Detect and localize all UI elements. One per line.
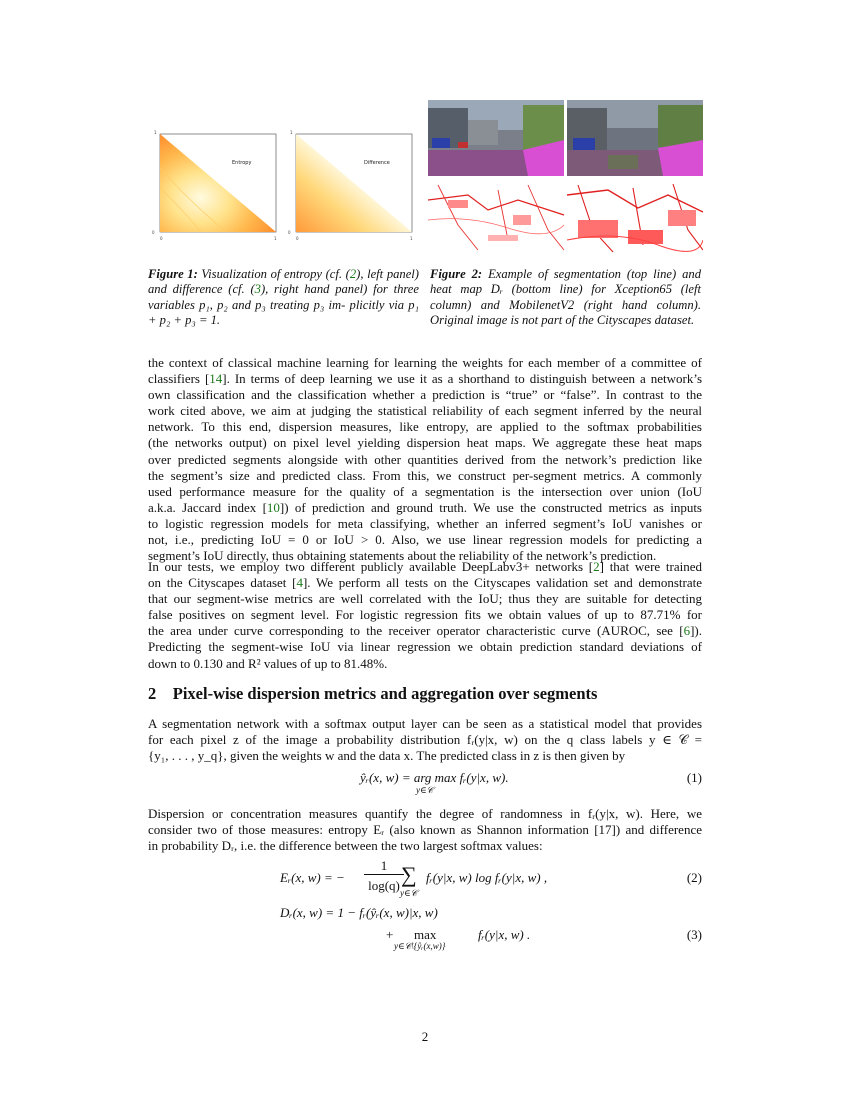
text-line: Predicting the segment-wise IoU via linear regression we obtain prediction standard deviations of (148, 639, 702, 655)
citation-link[interactable]: 4 (296, 575, 303, 591)
section-heading (148, 684, 708, 704)
section-title: Pixel-wise dispersion metrics and aggregation over segments (172, 684, 598, 703)
text-line: A segmentation network with a softmax output layer can be seen as a statistical model that provides (148, 716, 702, 731)
text-line: Dispersion or concentration measures quantify the degree of randomness in fᵣ(y|x, w). Here, we (148, 806, 702, 821)
difference-label: Difference (364, 160, 390, 166)
text-line: {y₁, . . . , y_q}, given the weights w and the data x. The predicted class in z is then given by (148, 748, 626, 764)
text-line: on the Cityscapes dataset [4]. We perform all tests on the Cityscapes validation set and demonstrate (148, 575, 702, 591)
text-line: the context of classical machine learning for learning the weights for each member of a committee of (148, 355, 702, 370)
segmentation-mobilenet (567, 100, 703, 176)
figure-2-caption: Figure 2: Example of segmentation (top line) and heat map Dᵣ (bottom line) for Xception65 (left column) and MobilenetV2 (right hand column). Original image is not part of the Cityscapes dataset. (430, 267, 701, 327)
paragraph-tests (148, 559, 702, 672)
text-line: classifiers [14]. In terms of deep learning we use it as a shorthand to distinguish between a network’s (148, 371, 703, 387)
segmentation-xception (428, 100, 564, 176)
text-line: consider two of those measures: entropy Eᵣ (also known as Shannon information [17]) and difference (148, 822, 702, 838)
svg-text:0: 0 (160, 236, 163, 241)
text-line: work cited above, we aim at judging the statistical reliability of each segment inferred by the neural (148, 403, 702, 419)
citation-link[interactable]: 2 (593, 559, 600, 574)
text-line: In our tests, we employ two different publicly available DeepLabv3+ networks [2] that were trained (148, 559, 702, 574)
text-line: (the networks output) on pixel level yielding dispersion heat maps. We aggregate these heat maps (148, 435, 702, 451)
text-line: for each pixel z of the image a probability distribution fᵣ(y|x, w) on the q class labels y ∈ 𝒞 = (148, 732, 702, 748)
svg-text:0: 0 (152, 230, 155, 235)
text-line: the segment’s size and predicted class. From this, we construct per-segment metrics. A commonly (148, 467, 702, 483)
text-line: the area under curve corresponding to the receiver operator characteristic curve (AUROC, see [6]). (148, 623, 702, 639)
figure-2-images (428, 100, 703, 256)
citation-link[interactable]: 6 (683, 623, 691, 639)
figure-2 (428, 100, 703, 256)
heatmap-xception (428, 179, 564, 256)
paragraph-dispersion (148, 806, 702, 854)
figure-1-plots (146, 128, 422, 253)
text-line: a.k.a. Jaccard index [10]) of prediction and ground truth. We use the constructed metrics as inputs (148, 499, 702, 515)
citation-link[interactable]: 10 (266, 499, 280, 515)
citation-link[interactable]: 14 (209, 371, 223, 387)
text-line: segment’s IoU directly, thus obtaining statements about the reliability of the network’s prediction. (148, 548, 657, 564)
svg-text:0: 0 (296, 236, 299, 241)
svg-text:1: 1 (154, 130, 157, 135)
equation-link[interactable]: 2 (349, 267, 357, 281)
figure-1 (146, 128, 422, 253)
page-number: 2 (421, 1029, 429, 1044)
difference-panel (288, 130, 413, 241)
text-line: used performance measure for the quality of a segmentation is the intersection over union (IoU (148, 483, 702, 499)
text-line: that our segment-wise metrics are well correlated with the IoU; thus they are suitable for detecting (148, 591, 702, 607)
text-line: false positives on segment level. For logistic regression fits we obtain values of up to 87.71% for (148, 607, 702, 623)
svg-text:1: 1 (410, 236, 413, 241)
equation-link[interactable]: 3 (254, 282, 261, 297)
entropy-panel (152, 130, 277, 241)
equation-1: ŷᵣ(x, w) = arg max fᵣ(y|x, w). y∈𝒞 (1) (360, 770, 702, 795)
text-line: not, i.e., predicting IoU = 0 or IoU > 0. Also, we use linear regression models for predicting a (148, 532, 702, 548)
equation-3: Dᵣ(x, w) = 1 − fᵣ(ŷᵣ(x, w)|x, w) + max y∈𝒞\{ŷᵣ(x,w)} fᵣ(y|x, w) . (3) (280, 905, 702, 951)
entropy-label: Entropy (232, 160, 252, 166)
heatmap-mobilenet (567, 179, 703, 256)
text-line: to logistic regression models for meta classifying, whether an inferred segment’s IoU vanishes or (148, 515, 702, 531)
equation-2: Eᵣ(x, w) = − 1 log(q) ∑ y∈𝒞 fᵣ(y|x, w) log fᵣ(y|x, w) , (2) (280, 858, 702, 898)
section-number: 2 (148, 684, 157, 703)
text-line: over predicted segments alongside with other quantities derived from the network’s prediction like (148, 451, 702, 467)
svg-text:1: 1 (274, 236, 277, 241)
figure-1-caption: Figure 1: Visualization of entropy (cf. (2), left panel) and difference (cf. (3), right hand panel) for three variables p₁, p₂ and p₃ treating p₃ im- plicitly via p₁ + p₂ + p₃ = 1. (148, 267, 419, 327)
svg-text:1: 1 (290, 130, 293, 135)
text-line: in probability Dᵣ, i.e. the difference between the two largest softmax values: (148, 838, 543, 854)
paragraph-segmentation (148, 716, 702, 764)
text-line: network. To this end, dispersion measures, like entropy, are applied to the softmax probabilities (148, 419, 702, 435)
svg-text:0: 0 (288, 230, 291, 235)
text-line: own classification and the classification whether a prediction is “true” or “false”. In contrast to the (148, 387, 702, 403)
text-line: down to 0.130 and R² values of up to 81.48%. (148, 655, 388, 671)
paragraph-intro-continued (148, 355, 702, 564)
